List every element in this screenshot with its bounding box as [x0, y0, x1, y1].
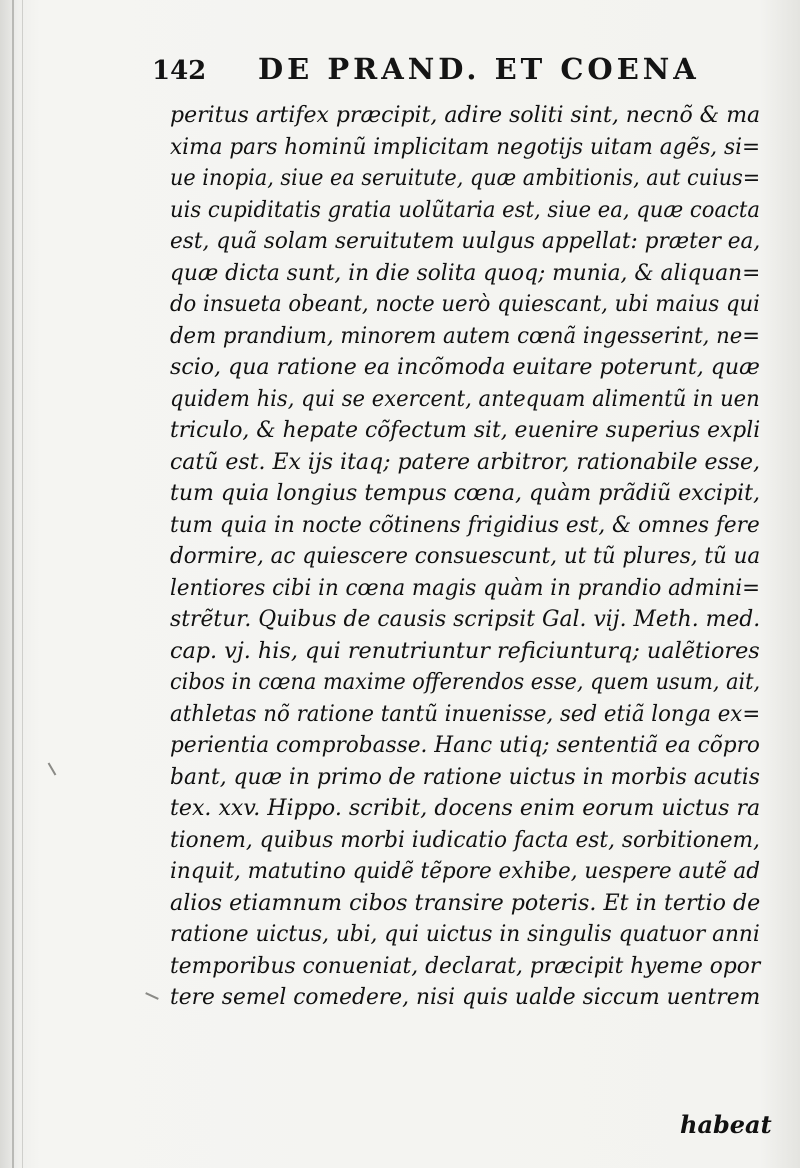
text-line: temporibus conueniat, declarat, præcipit hyeme opor	[170, 952, 761, 979]
text-line: do insueta obeant, nocte uerò quiescant, ubi maius qui	[170, 291, 760, 317]
text-line: est, quã solam seruitutem uulgus appellat: præter ea,	[170, 228, 761, 254]
text-line: cap. vj. his, qui renutriuntur reficiunturq; ualẽtiores	[170, 637, 760, 664]
text-line: lentiores cibi in cœna magis quàm in prandio admini=	[170, 574, 761, 601]
ink-mark	[48, 762, 57, 775]
running-title: DE PRAND. ET COENA	[258, 52, 700, 86]
text-line: strẽtur. Quibus de causis scripsit Gal. vij. Meth. med.	[170, 606, 761, 632]
text-line: uis cupiditatis gratia uolũtaria est, siue ea, quæ coacta	[170, 196, 760, 223]
running-head	[152, 52, 752, 92]
text-line: athletas nõ ratione tantũ inuenisse, sed etiã longa ex=	[170, 700, 761, 727]
text-line: bant, quæ in primo de ratione uictus in morbis acutis	[170, 763, 760, 790]
text-line: peritus artifex præcipit, adire soliti sint, necnõ & ma	[170, 102, 761, 128]
text-line: alios etiamnum cibos transire poteris. Et in tertio de	[170, 889, 761, 916]
text-line: catũ est. Ex ijs itaq; patere arbitror, rationabile esse,	[170, 448, 761, 475]
body-text	[170, 100, 770, 1014]
text-line: tionem, quibus morbi iudicatio facta est, sorbitionem,	[170, 826, 760, 853]
text-line: ratione uictus, ubi, qui uictus in singulis quatuor anni	[170, 921, 760, 947]
text-line: tex. xxv. Hippo. scribit, docens enim eorum uictus ra	[170, 795, 761, 821]
text-line: cibos in cœna maxime offerendos esse, quem usum, ait,	[170, 669, 761, 695]
text-line: tere semel comedere, nisi quis ualde siccum uentrem	[170, 984, 761, 1010]
ink-mark	[145, 992, 159, 1000]
text-line: ue inopia, siue ea seruitute, quæ ambitionis, aut cuius=	[170, 165, 761, 191]
text-line: inquit, matutino quidẽ tẽpore exhibe, uespere autẽ ad	[170, 858, 761, 884]
text-line: tum quia in nocte cõtinens frigidius est, & omnes fere	[170, 511, 760, 538]
text-line: perientia comprobasse. Hanc utiq; sententiã ea cõpro	[170, 732, 760, 758]
page-number: 142	[152, 56, 207, 86]
gutter-edge	[22, 0, 23, 1168]
text-line: tum quia longius tempus cœna, quàm prãdiũ excipit,	[170, 480, 760, 506]
text-line: quæ dicta sunt, in die solita quoq; munia, & aliquan=	[170, 259, 761, 286]
text-line: quidem his, qui se exercent, antequam alimentũ in uen	[170, 385, 760, 412]
gutter-shadow	[12, 0, 14, 1168]
text-line: scio, qua ratione ea incõmoda euitare poterunt, quæ	[170, 354, 760, 380]
text-line: dormire, ac quiescere consuescunt, ut tũ plures, tũ ua	[170, 543, 761, 569]
text-line: dem prandium, minorem autem cœnã ingesserint, ne=	[170, 322, 761, 349]
text-line: triculo, & hepate cõfectum sit, euenire superius expli	[170, 417, 761, 443]
catchword: habeat	[680, 1110, 772, 1139]
text-line: xima pars hominũ implicitam negotijs uitam agẽs, si=	[170, 133, 761, 160]
